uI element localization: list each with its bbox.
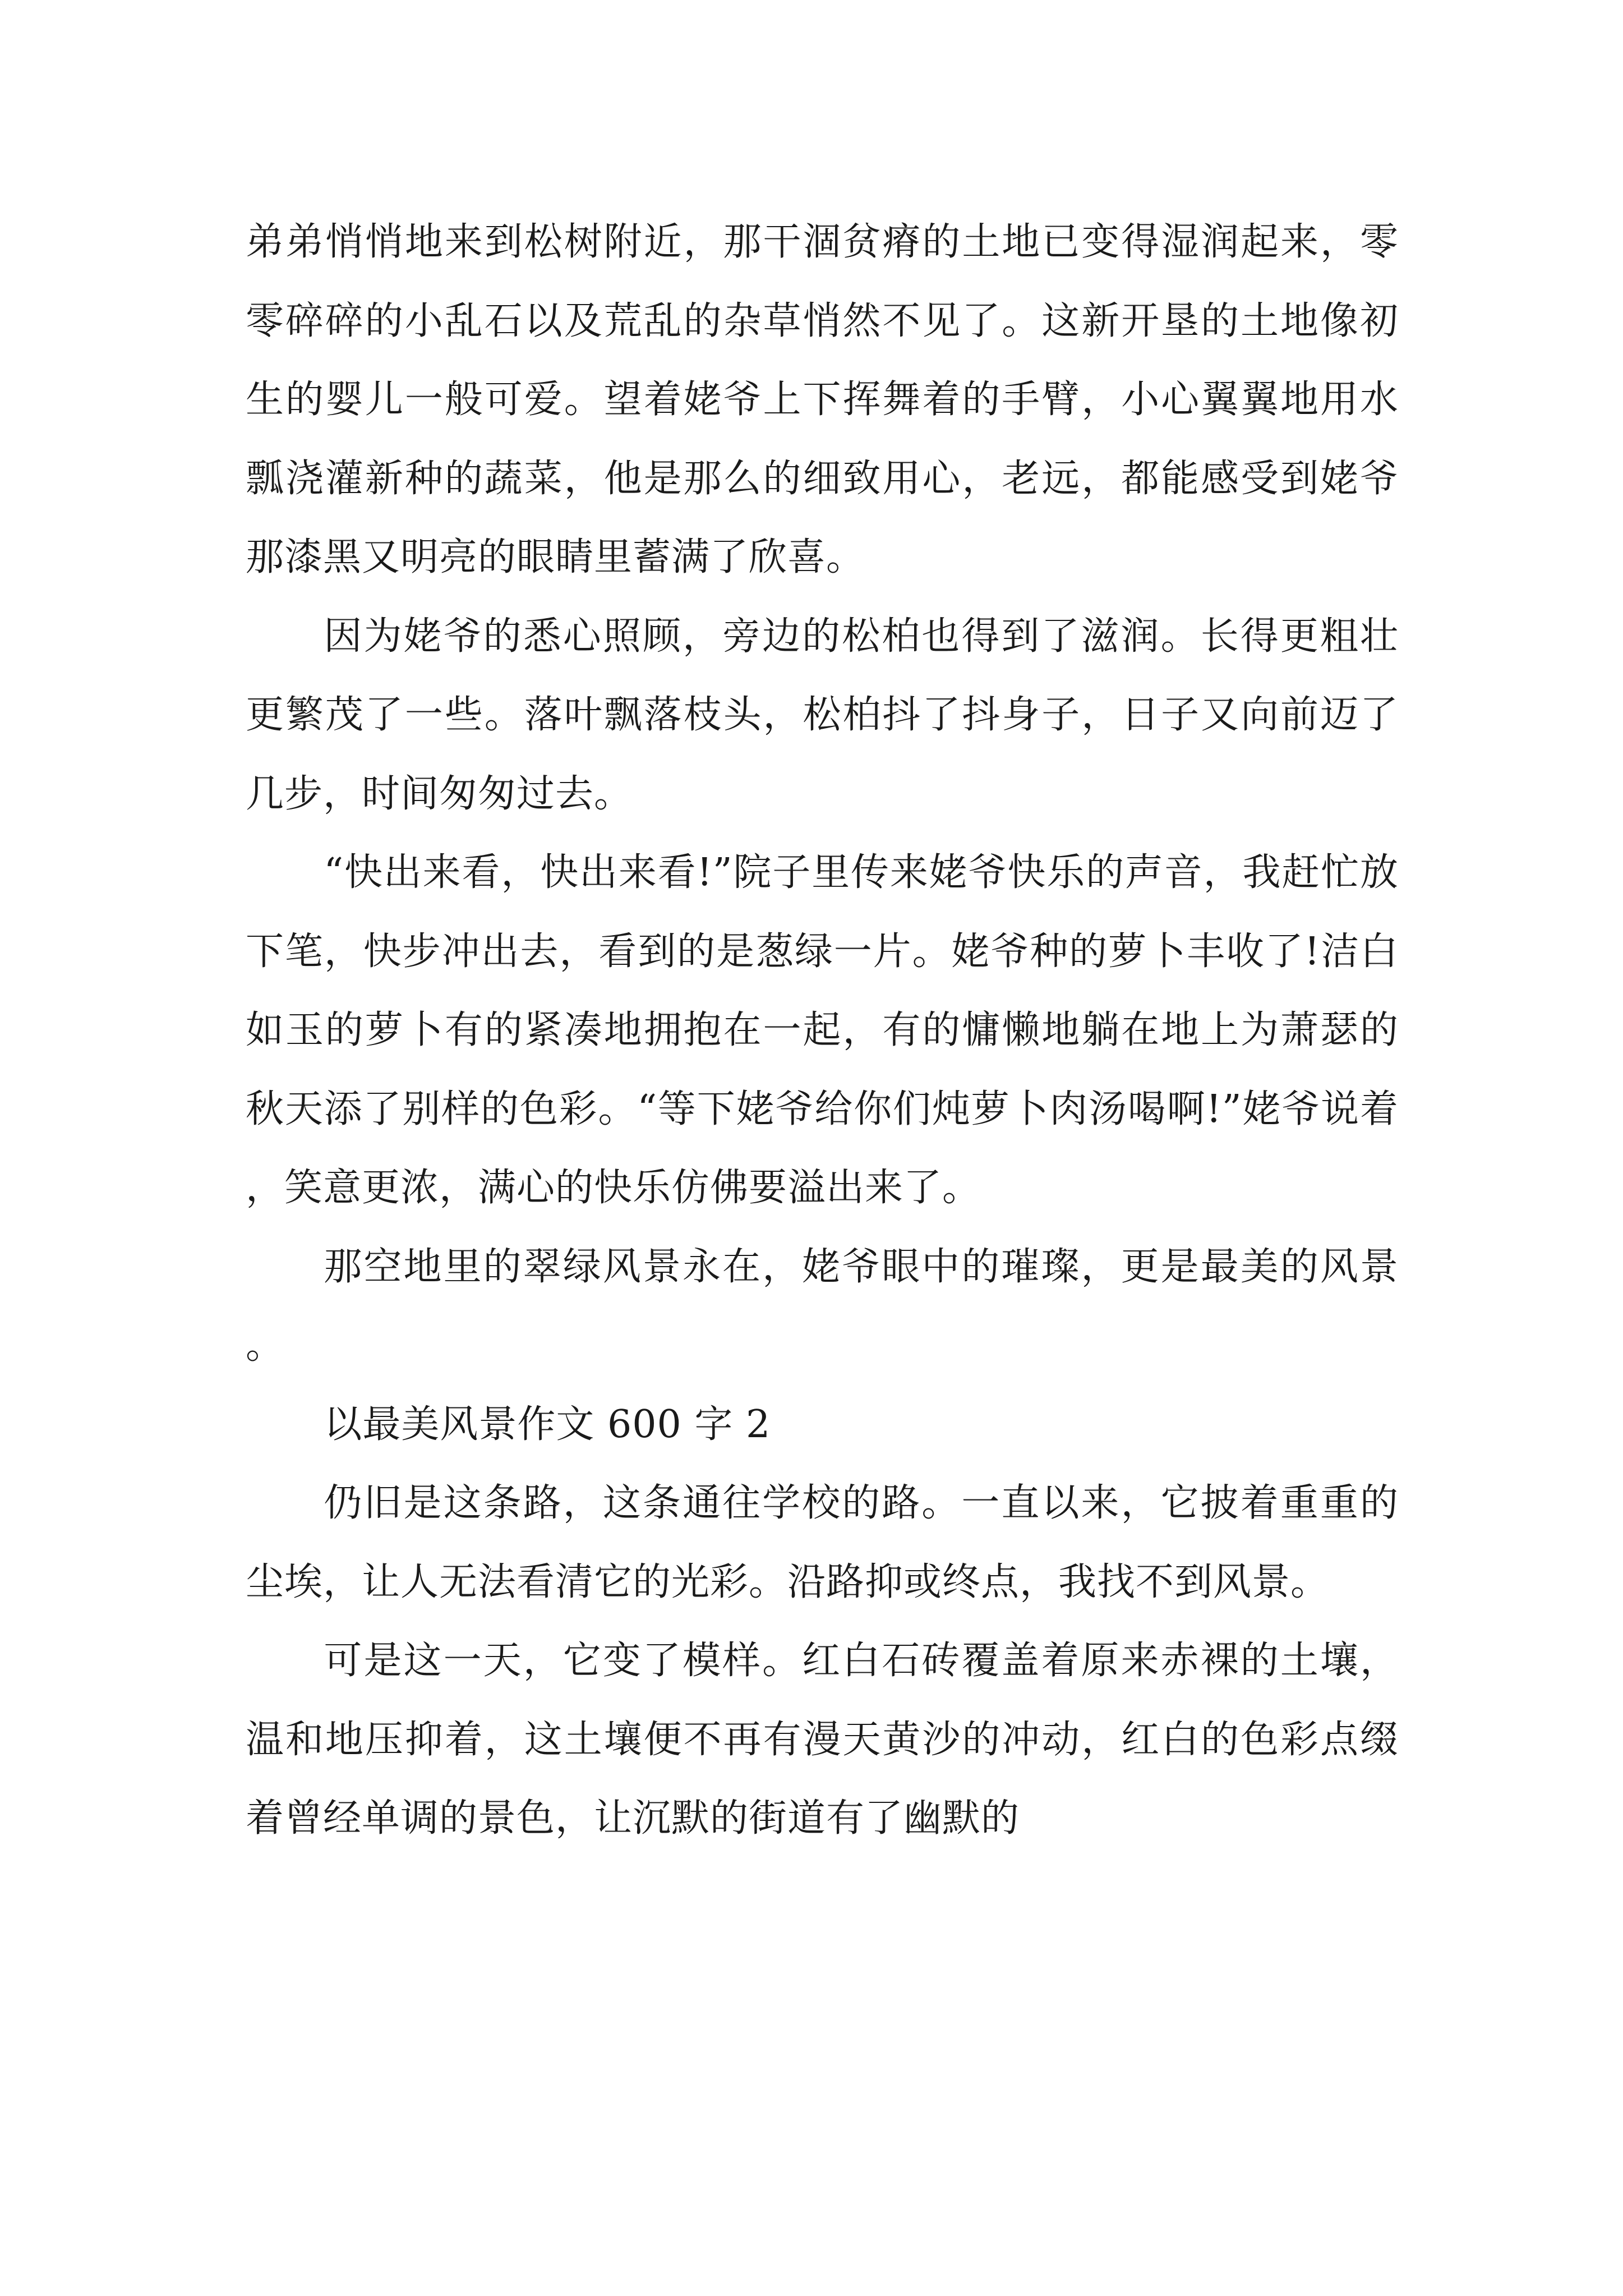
paragraph: 因为姥爷的悉心照顾，旁边的松柏也得到了滋润。长得更粗壮更繁茂了一些。落叶飘落枝头，松柏抖了抖身子，日子又向前迈了几步，时间匆匆过去。 — [246, 614, 1399, 816]
section-heading: 以最美风景作文 600 字 2 — [324, 1402, 771, 1447]
paragraph: 仍旧是这条路，这条通往学校的路。一直以来，它披着重重的尘埃，让人无法看清它的光彩。沿路抑或终点，我找不到风景。 — [246, 1481, 1399, 1604]
document-body — [246, 203, 1399, 1858]
paragraph: 可是这一天，它变了模样。红白石砖覆盖着原来赤裸的土壤，温和地压抑着，这土壤便不再有漫天黄沙的冲动，红白的色彩点缀着曾经单调的景色，让沉默的街道有了幽默的 — [246, 1639, 1399, 1841]
paragraph: 那空地里的翠绿风景永在，姥爷眼中的璀璨，更是最美的风景。 — [246, 1244, 1399, 1368]
paragraph-continuation: 弟弟悄悄地来到松树附近，那干涸贫瘠的土地已变得湿润起来，零零碎碎的小乱石以及荒乱的杂草悄然不见了。这新开垦的土地像初生的婴儿一般可爱。望着姥爷上下挥舞着的手臂，小心翼翼地用水瓢浇灌新种的蔬菜，他是那么的细致用心，老远，都能感受到姥爷那漆黑又明亮的眼睛里蓄满了欣喜。 — [246, 220, 1399, 579]
paragraph: “快出来看，快出来看!”院子里传来姥爷快乐的声音，我赶忙放下笔，快步冲出去，看到的是葱绿一片。姥爷种的萝卜丰收了!洁白如玉的萝卜有的紧凑地拥抱在一起，有的慵懒地躺在地上为萧瑟的秋天添了别样的色彩。“等下姥爷给你们炖萝卜肉汤喝啊!”姥爷说着，笑意更浓，满心的快乐仿佛要溢出来了。 — [246, 850, 1399, 1210]
